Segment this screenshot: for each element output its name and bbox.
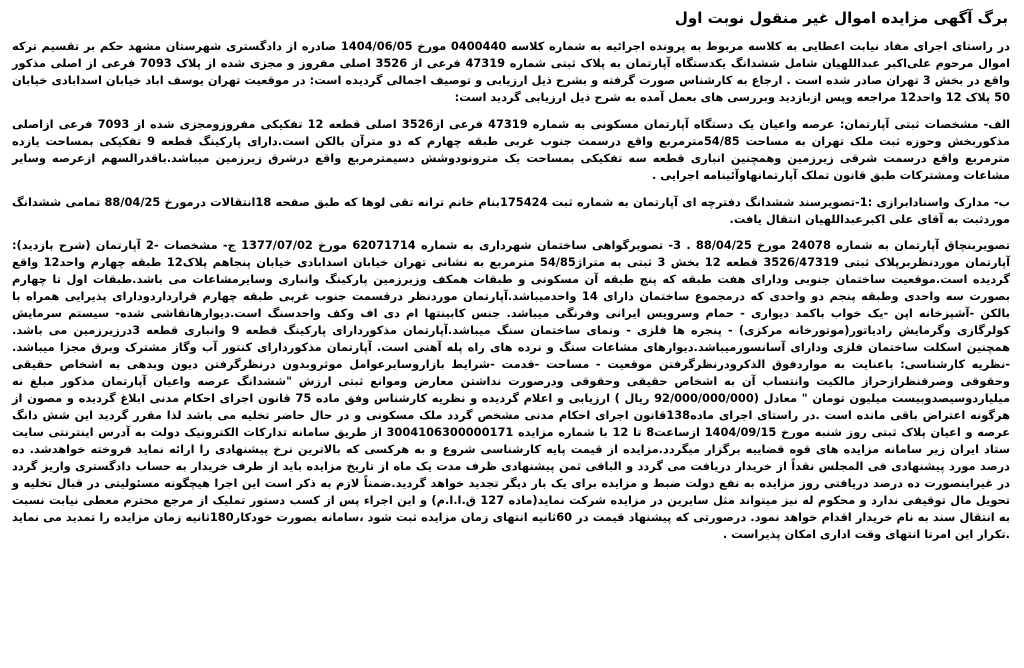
registration-specs-paragraph: الف- مشخصات ثبتی آپارتمان: عرصه واعیان یک دستگاه آپارتمان مسکونی به شماره 47319 فرعی از3526 اصلی قطعه 12 تفکیکی مفروزومجزی شده از 7093 فرعی ازاصلی مذکوربخش وحوزه ثبت ملک تهران به مساحت 54/85مترمربع واقع درسمت جنوب غربی طبقه چهارم که دو مترآن بالکن است.دارای پارکینگ قطعه 9 تفکیکی بمساحت یازده مترمربع واقع درسمت شرقی زیرزمین وهمچنین انباری قطعه سه تفکیکی بمساحت یک مترونودوشش دسیمترمربع واقع درشرق زیرزمین میباشد.باقدرالسهم ازعرصه وسایر مشاعات ومشترکات طبق قانون تملک آپارتمانهاوآئینامه اجرایی . bbox=[12, 117, 1011, 182]
notice-title: برگ آگهی مزایده اموال غیر منقول نوبت اول bbox=[674, 9, 1008, 27]
documents-paragraph: ب- مدارک واسنادابرازی :1-تصویرسند ششدانگ دفترچه ای آپارتمان به شماره ثبت 175424بنام خانم ترانه تقی لوها که طبق صفحه 18انتقالات درمورخ 88/04/25 تمامی ششدانگ موردثبت به آقای علی اکبرعبداللهیان انتقال یافت. bbox=[12, 195, 1011, 226]
intro-paragraph: در راستای اجرای مفاد نیابت اعطایی به کلاسه مربوط به پرونده اجرائیه به شماره کلاسه 0400440 مورخ 1404/06/05 صادره از دادگستری شهرستان مشهد حکم بر تقسیم ترکه اموال مرحوم علی‌اکبر عبداللهیان شامل ششدانگ یکدستگاه آپارتمان به پلاک ثبتی شماره 47319 فرعی از 3526 اصلی مفروز و مجزی شده از پلاک 7093 فرعی از اصلی مذکور واقع در بخش 3 تهران صادر شده است . ارجاع به کارشناس صورت گرفته و بشرح ذیل ارزیابی و توصیف اجمالی گردیده است: در موقعیت تهران یوسف اباد خیابان اسدابادی خیابان 50 پلاک 12 واحد12 مراجعه وپس ازبازدید وبررسی های بعمل آمده به شرح ذیل ارزیابی گردید است: bbox=[12, 39, 1010, 104]
description-and-auction-terms-paragraph: تصویربنچاق آپارتمان به شماره 24078 مورخ 88/04/25 . 3- تصویرگواهی ساختمان شهرداری به شماره 62071714 مورخ 1377/07/02 ج- مشخصات -2 آپارتمان (شرح بازدید): آپارتمان موردنظربرپلاک ثبتی 3526/47319 قطعه 12 بخش 3 ثبتی به متراژ54/85 مترمربع به نشانی تهران خیابان اسدابادی خیابان پنجاهم پلاک12 طبقه چهارم واحد12 واقع گردیده است.موقعیت ساختمان جنوبی ودارای هفت طبقه که پنج طبقه آن مسکونی و طبقات همکف وزیرزمین پارکینگ وانباری وسایرمشاعات می باشد.طبقات اول تا چهارم بصورت سه واحدی وطبقه پنجم دو واحدی که درمجموع ساختمان دارای 14 واحدمیباشد.آپارتمان موردنظر درقسمت جنوب غربی طبقه چهارم قرارداردودارای پذیرایی همراه با بالکن -آشپزخانه اپن -یک خواب باکمد دیواری - حمام وسرویس ایرانی وفرنگی میباشد. جنس کابینتها ام دی اف وکف واحدسنگ است.دیوارهانقاشی شده- سیستم سرمایش کولرگازی وگرمایش رادیاتور(موتورخانه مرکزی) - پنجره ها فلزی - ونمای ساختمان سنگ میباشد.آپارتمان مذکوردارای پارکینگ قطعه 9 وانباری قطعه 3درزیرزمین می باشد. همچنین اسکلت ساختمان فلزی ودارای آسانسورمیباشد.دیوارهای مشاعات سنگ و نرده های راه پله آهنی است. آپارتمان مذکوردارای کنتور آب وگاز مشترک وبرق مجزا میباشد. -نظریه کارشناسی: باعنایت به مواردفوق الذکرودرنظرگرفتن موقعیت - مساحت -قدمت -شرایط بازاروسایرعوامل موثروبدون درنظرگرفتن دیون وبدهی به اشخاص حقیقی وحقوقی وصرفنظرازحراز مالکیت وانتساب آن به اشخاص حقیقی وحقوقی ودرصورت نداشتن معارض وموانع ثبتی ارزش "ششدانگ عرصه واعیان آپارتمان مذکور مبلغ نه میلیاردوسیصدوبیست میلیون تومان " معادل (92/000/000/000 ریال ) ارزیابی و اعلام گردیده و نظریه کارشناس وفق ماده 75 قانون اجرای احکام مدنی ابلاغ گردیده و مصون از هرگونه اعتراض باقی مانده است .در راستای اجرای ماده138قانون اجرای احکام مدنی مشخص گردد ملک مسکونی و در حال حاضر تخلیه می باشد لذا مقرر گردید این شش دانگ عرصه و اعیان پلاک ثبتی روز شنبه مورخ 1404/09/15 ازساعت8 تا 12 با شماره مزایده 3004106300000171 از طریق سامانه تدارکات الکترونیک دولت به آدرس اینترنتی سایت ستاد ایران زیر سامانه مزایده های قوه قضاییه برگزار میگردد.مزایده از قیمت پایه کارشناسی شروع و به هرکسی که بالاترین نرخ پیشنهادی را ارائه نماید فروخته خواهدشد. ده درصد مورد پیشنهادی فی المجلس نقداً از خریدار دریافت می گردد و الباقی ثمن پیشنهادی ظرف مدت یک ماه از تاریخ مزایده باید از طرف خریدار به حساب دادگستری واریز گردد در غیراینصورت ده درصد دریافتی روز مزایده به نفع دولت ضبط و مزایده برای یک بار دیگر تجدید خواهد گردید.ضمناً لازم به ذکر است این اجرا هیچگونه مسئولیتی در قبال تخلیه و تحویل مال توقیفی ندارد و محکوم له نیز میتواند مثل سایرین در مزایده شرکت نماید(ماده 127 ق.ا.ا.م) و این اجراء پس از کسب دستور تملیک از مرجع محترم معطی نیابت نسبت به انتقال سند به نام خریدار اقدام خواهد نمود. درصورتی که پیشنهاد قیمت در 60ثانیه انتهای زمان مزایده ثبت شود ،سامانه بصورت خودکار180ثانیه زمان مزایده را تمدید می نماید .تکرار این امرتا انتهای وقت اداری امکان پذیراست . bbox=[12, 238, 1011, 541]
